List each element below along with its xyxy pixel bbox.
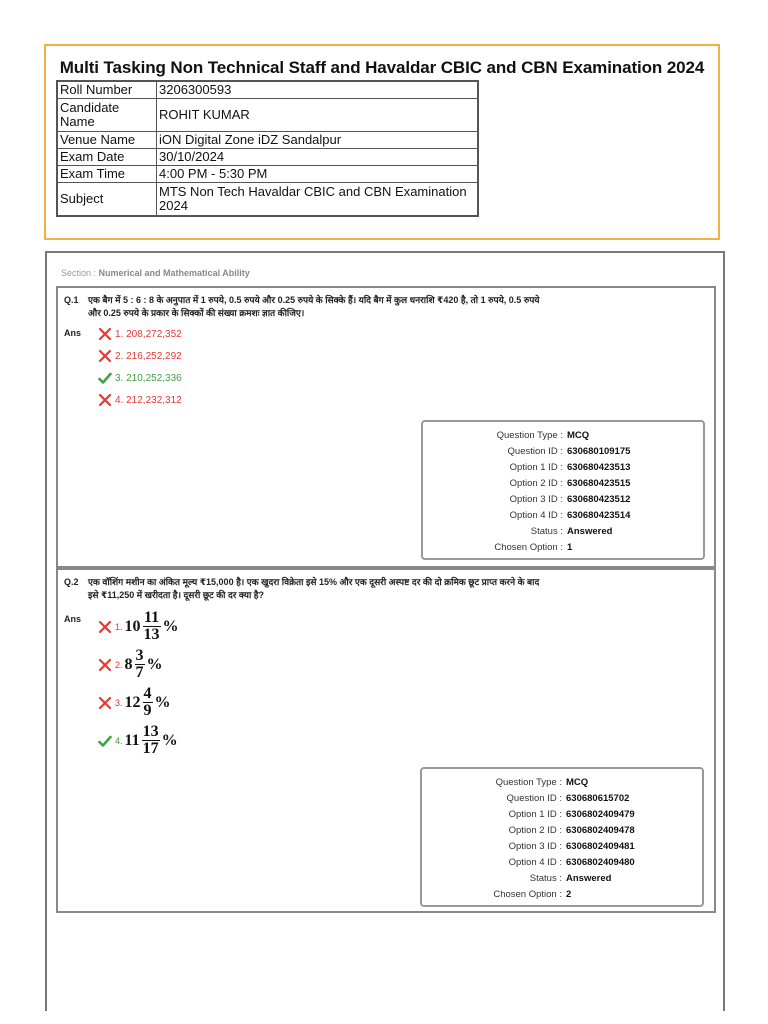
option-text: 3. 210,252,336: [115, 372, 182, 384]
option-4-id-row: [422, 855, 702, 871]
cross-icon: [98, 327, 112, 341]
info-label: Candidate Name: [57, 99, 157, 132]
info-value: 6306802409479: [566, 809, 635, 820]
question-card-2: [56, 568, 716, 913]
info-label: Option 4 ID :: [509, 510, 563, 521]
fraction: [135, 648, 145, 681]
fraction-denominator: 13: [143, 626, 160, 643]
info-value: 630680423513: [567, 462, 631, 473]
info-value: 630680423512: [567, 494, 631, 505]
info-value: 630680423515: [567, 478, 631, 489]
option-fraction: [125, 724, 178, 757]
fraction: [143, 610, 161, 643]
candidate-info-table: [56, 80, 479, 217]
info-label: Status :: [529, 873, 562, 884]
fraction-suffix: %: [154, 693, 171, 711]
exam-title: Multi Tasking Non Technical Staff and Havaldar CBIC and CBN Examination 2024: [59, 58, 705, 77]
fraction-numerator: 3: [135, 647, 144, 664]
info-value: 6306802409478: [566, 825, 635, 836]
fraction-whole: 8: [124, 655, 133, 673]
option-2-id-row: [423, 476, 703, 492]
info-value: 630680109175: [567, 446, 631, 457]
info-row-exam-time: [57, 166, 478, 183]
info-value: 4:00 PM - 5:30 PM: [157, 166, 479, 183]
option-2: [98, 349, 182, 363]
info-value: Answered: [567, 526, 613, 537]
check-icon: [98, 371, 112, 385]
question-info-panel: [420, 767, 704, 907]
info-label: Venue Name: [57, 132, 157, 149]
section-label: [61, 268, 250, 278]
option-fraction: [125, 648, 163, 681]
info-label: Option 1 ID :: [508, 809, 562, 820]
info-label: Chosen Option :: [493, 889, 562, 900]
fraction-numerator: 13: [142, 723, 159, 740]
question-number: Q.1: [64, 295, 79, 305]
fraction-denominator: 17: [142, 740, 159, 757]
info-label: Option 3 ID :: [508, 841, 562, 852]
fraction-suffix: %: [162, 617, 179, 635]
option-1-id-row: [422, 807, 702, 823]
section-container: [45, 251, 725, 1011]
info-row-venue-name: [57, 132, 478, 149]
info-row-subject: [57, 183, 478, 217]
fraction-denominator: 7: [135, 664, 144, 681]
chosen-option-row: [422, 887, 702, 903]
option-text: 1. 208,272,352: [115, 328, 182, 340]
info-label: Subject: [57, 183, 157, 217]
info-value: 1: [567, 542, 573, 553]
cross-icon: [98, 393, 112, 407]
info-label: Roll Number: [57, 81, 157, 99]
fraction-whole: 10: [124, 617, 141, 635]
candidate-info-card: [44, 44, 720, 240]
info-label: Status :: [530, 526, 563, 537]
question-number: Q.2: [64, 577, 79, 587]
cross-icon: [98, 696, 112, 710]
info-label: Option 3 ID :: [509, 494, 563, 505]
fraction-whole: 11: [124, 731, 140, 749]
info-label: Exam Date: [57, 149, 157, 166]
option-text: 4. 212,232,312: [115, 394, 182, 406]
option-3: [98, 686, 171, 719]
option-2-id-row: [422, 823, 702, 839]
question-text: एक बैग में 5 : 6 : 8 के अनुपात में 1 रुपये, 0.5 रुपये और 0.25 रुपये के सिक्के हैं। यदि बैग में कुल धनराशि ₹420 है, तो 1 रुपये, 0.5 रुपये और 0.25 रुपये के प्रकार के सिक्कों की संख्या क्रमशः ज्ञात कीजिए।: [88, 295, 540, 318]
option-fraction: [125, 686, 171, 719]
fraction-numerator: 11: [143, 609, 160, 626]
info-label: Question Type :: [496, 430, 563, 441]
info-row-roll-number: [57, 81, 478, 99]
option-3-id-row: [423, 492, 703, 508]
check-icon: [98, 734, 112, 748]
question-id-row: [423, 444, 703, 460]
fraction-numerator: 4: [143, 685, 152, 702]
info-label: Chosen Option :: [494, 542, 563, 553]
question-card-1: [56, 286, 716, 568]
info-value: iON Digital Zone iDZ Sandalpur: [157, 132, 479, 149]
info-label: Question ID :: [506, 793, 562, 804]
question-type-row: [423, 428, 703, 444]
option-1: [98, 327, 182, 341]
option-number: 4.: [115, 735, 123, 746]
option-4: [98, 393, 182, 407]
option-3-id-row: [422, 839, 702, 855]
option-number: 1.: [115, 621, 123, 632]
info-label: Question Type :: [495, 777, 562, 788]
info-row-exam-date: [57, 149, 478, 166]
info-label: Exam Time: [57, 166, 157, 183]
option-1: [98, 610, 179, 643]
info-label: Option 1 ID :: [509, 462, 563, 473]
info-value: ROHIT KUMAR: [157, 99, 479, 132]
cross-icon: [98, 658, 112, 672]
info-value: Answered: [566, 873, 612, 884]
section-name: Numerical and Mathematical Ability: [98, 268, 250, 278]
option-2: [98, 648, 163, 681]
info-value: 6306802409480: [566, 857, 635, 868]
info-row-candidate-name: [57, 99, 478, 132]
question-text: एक वॉशिंग मशीन का अंकित मूल्य ₹15,000 है। एक खुदरा विक्रेता इसे 15% और एक दूसरी अस्पष्ट दर की दो क्रमिक छूट प्राप्त करने के बाद इसे ₹11,250 में खरीदता है। दूसरी छूट की दर क्या है?: [88, 577, 540, 600]
fraction-whole: 12: [124, 693, 141, 711]
info-value: 30/10/2024: [157, 149, 479, 166]
info-value: 630680423514: [567, 510, 631, 521]
info-label: Option 2 ID :: [509, 478, 563, 489]
section-prefix: Section :: [61, 268, 99, 278]
info-label: Question ID :: [507, 446, 563, 457]
question-id-row: [422, 791, 702, 807]
fraction-denominator: 9: [143, 702, 152, 719]
cross-icon: [98, 620, 112, 634]
info-value: MCQ: [566, 777, 589, 788]
info-value: 6306802409481: [566, 841, 635, 852]
info-value: MCQ: [567, 430, 590, 441]
fraction-suffix: %: [146, 655, 163, 673]
ans-label: Ans: [64, 328, 82, 338]
option-text: 2. 216,252,292: [115, 350, 182, 362]
info-value: MTS Non Tech Havaldar CBIC and CBN Examination 2024: [157, 183, 479, 217]
fraction: [142, 724, 160, 757]
info-value: 630680615702: [566, 793, 630, 804]
ans-label: Ans: [64, 614, 82, 624]
status-row: [423, 524, 703, 540]
cross-icon: [98, 349, 112, 363]
option-number: 3.: [115, 697, 123, 708]
info-value: 2: [566, 889, 572, 900]
info-value: 3206300593: [157, 81, 479, 99]
question-type-row: [422, 775, 702, 791]
option-fraction: [125, 610, 179, 643]
info-label: Option 4 ID :: [508, 857, 562, 868]
option-3: [98, 371, 182, 385]
option-number: 2.: [115, 659, 123, 670]
question-info-panel: [421, 420, 705, 560]
chosen-option-row: [423, 540, 703, 556]
info-label: Option 2 ID :: [508, 825, 562, 836]
fraction: [143, 686, 153, 719]
status-row: [422, 871, 702, 887]
fraction-suffix: %: [161, 731, 178, 749]
option-1-id-row: [423, 460, 703, 476]
option-4: [98, 724, 178, 757]
option-4-id-row: [423, 508, 703, 524]
